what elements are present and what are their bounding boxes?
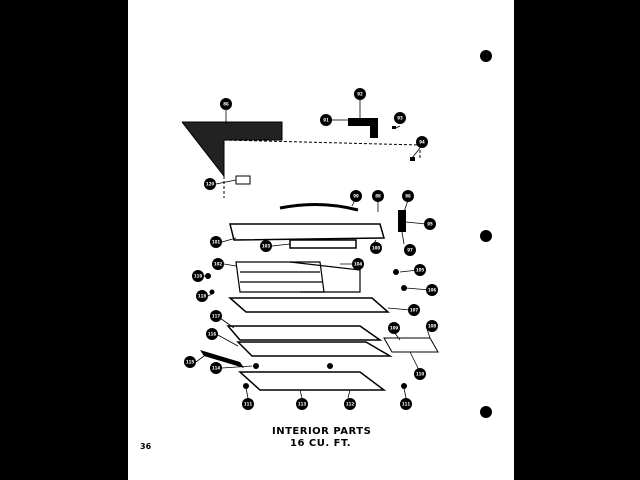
callout: [414, 368, 426, 380]
svg-text:110: 110: [415, 371, 425, 377]
svg-text:104: 104: [353, 261, 363, 267]
svg-text:94: 94: [419, 139, 425, 145]
shelf-rail-part: [230, 224, 384, 240]
svg-text:111: 111: [401, 401, 411, 407]
crisper-drawer-part: [238, 342, 390, 356]
svg-text:117: 117: [211, 313, 221, 319]
callout: [196, 290, 208, 302]
control-panel-part: [236, 176, 250, 184]
svg-text:109: 109: [389, 325, 399, 331]
svg-text:99: 99: [353, 193, 359, 199]
diagram-subtitle: 16 CU. FT.: [290, 438, 352, 449]
page-number: 36: [140, 442, 152, 451]
bracket-part: [348, 118, 378, 138]
callout: [184, 356, 196, 368]
callout: [210, 236, 222, 248]
binder-hole-bottom: [480, 406, 492, 418]
svg-text:112: 112: [345, 401, 355, 407]
callout: [424, 218, 436, 230]
callout: [426, 284, 438, 296]
callout: [400, 398, 412, 410]
svg-text:106: 106: [427, 287, 437, 293]
screw-part: [392, 126, 396, 129]
callout: [404, 244, 416, 256]
callout: [206, 328, 218, 340]
meat-pan-part: [240, 372, 384, 390]
svg-text:86: 86: [223, 101, 229, 107]
light-shield-part: [290, 240, 356, 248]
svg-text:114: 114: [211, 365, 221, 371]
svg-text:97: 97: [407, 247, 413, 253]
callout: [344, 398, 356, 410]
callout: [350, 190, 362, 202]
svg-text:111: 111: [243, 401, 253, 407]
svg-text:107: 107: [409, 307, 419, 313]
callout: [416, 136, 428, 148]
callout: [354, 88, 366, 100]
svg-text:105: 105: [415, 267, 425, 273]
svg-text:95: 95: [427, 221, 433, 227]
svg-text:88: 88: [375, 193, 381, 199]
callout: [426, 320, 438, 332]
callout: [220, 98, 232, 110]
binder-hole-top: [480, 50, 492, 62]
svg-text:118: 118: [197, 293, 207, 299]
callout: [192, 270, 204, 282]
binder-hole-middle: [480, 230, 492, 242]
callout: [204, 178, 216, 190]
svg-text:91: 91: [323, 117, 329, 123]
crisper-cover-part: [228, 326, 380, 340]
callout: [352, 258, 364, 270]
callout: [402, 190, 414, 202]
svg-text:120: 120: [205, 181, 215, 187]
glass-shelf-part: [230, 298, 388, 312]
bushing-part: [393, 269, 399, 275]
shelf-trim-part: [280, 204, 358, 210]
roller-part: [327, 363, 333, 369]
svg-text:103: 103: [261, 243, 271, 249]
callout: [370, 242, 382, 254]
slide-rail-part: [200, 350, 244, 368]
svg-text:102: 102: [213, 261, 223, 267]
svg-text:119: 119: [193, 273, 203, 279]
callout: [408, 304, 420, 316]
bushing-part: [210, 290, 215, 295]
callout: [372, 190, 384, 202]
callout: [260, 240, 272, 252]
door-shelf-part: [384, 338, 438, 352]
callout: [394, 112, 406, 124]
callout: [388, 322, 400, 334]
callout: [414, 264, 426, 276]
svg-text:92: 92: [357, 91, 363, 97]
svg-text:101: 101: [211, 239, 221, 245]
svg-text:115: 115: [185, 359, 195, 365]
roller-part: [253, 363, 259, 369]
callout: [242, 398, 254, 410]
svg-text:108: 108: [427, 323, 437, 329]
callout: [210, 362, 222, 374]
callout: [320, 114, 332, 126]
svg-text:116: 116: [207, 331, 217, 337]
svg-text:100: 100: [371, 245, 381, 251]
callout: [296, 398, 308, 410]
diagram-title: INTERIOR PARTS: [272, 426, 372, 437]
svg-text:93: 93: [397, 115, 403, 121]
callout: [210, 310, 222, 322]
callout: [212, 258, 224, 270]
wire-shelf-part: [236, 262, 360, 292]
cabinet-liner: [182, 122, 420, 198]
svg-text:96: 96: [405, 193, 411, 199]
svg-text:113: 113: [297, 401, 307, 407]
hinge-bracket-part: [398, 210, 406, 232]
